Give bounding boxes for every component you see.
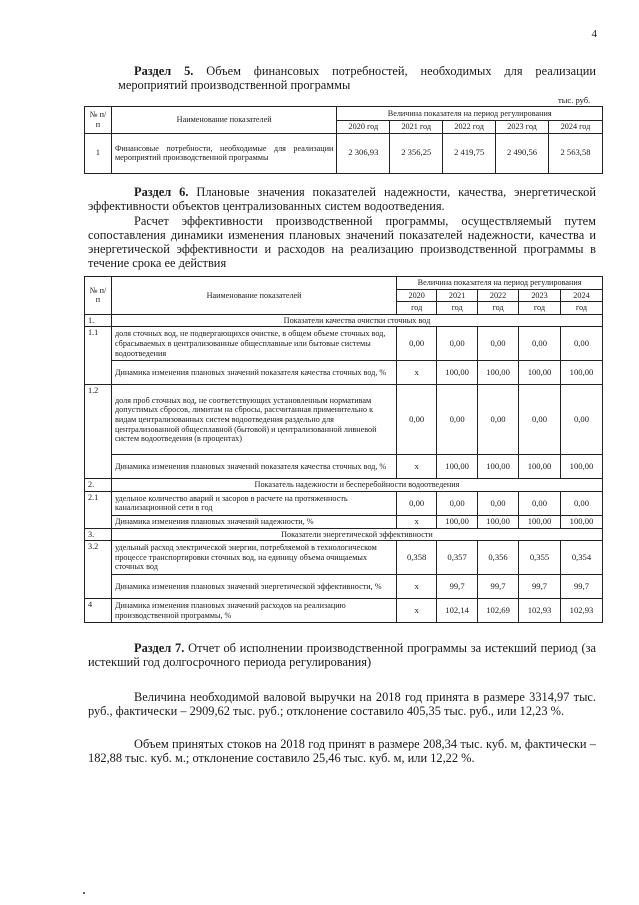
cell-value: 0,00 xyxy=(478,385,519,455)
row-name: удельный расход электрической энергии, потребляемой в технологическом процессе транспортировки сточных вод, на единицу объема очищаемых сточных вод xyxy=(111,541,396,575)
section6-col-group: Величина показателя на период регулирования xyxy=(397,277,603,290)
table-row xyxy=(85,361,603,385)
row-number: 2.1 xyxy=(85,491,112,528)
section-row xyxy=(85,314,603,327)
cell-value: 0,00 xyxy=(397,385,437,455)
section6-year: 2022 xyxy=(478,289,519,302)
cell-value: 2 356,25 xyxy=(390,133,443,173)
cell-value: 0,00 xyxy=(397,327,437,361)
section6-table xyxy=(84,276,603,623)
cell-value: х xyxy=(397,575,437,599)
section5-year: 2020 год xyxy=(337,121,390,134)
table-row xyxy=(85,541,603,575)
table-row xyxy=(85,575,603,599)
section6-col-no: № п/п xyxy=(85,277,112,315)
cell-value: 2 306,93 xyxy=(337,133,390,173)
section7-heading xyxy=(88,641,596,669)
cell-value: 0,00 xyxy=(397,491,437,515)
row-name: Динамика изменения плановых значений показателя качества сточных вод, % xyxy=(111,361,396,385)
section6-year: 2023 xyxy=(519,289,561,302)
section6-paragraph: Расчет эффективности производственной программы, осуществляемый путем сопоставления динамики изменения плановых значений показателей надежности, качества и энергетической эффективности и расходов на реализацию производственной программы в течение срока ее действия xyxy=(88,214,596,270)
cell-value: 0,00 xyxy=(519,327,561,361)
section6-year: 2020 xyxy=(397,289,437,302)
row-name: доля сточных вод, не подвергающихся очистке, в общем объеме сточных вод, сбрасываемых в централизованные общесплавные или бытовые системы водоотведения xyxy=(111,327,396,361)
row-name: доля проб сточных вод, не соответствующих установленным нормативам допустимых сбросов, лимитам на сбросы, рассчитанная применительно к видам централизованных систем водоотведения раздельно для централизованной общесплавной (бытовой) и централизованной ливневой систем водоотведения (в процентах) xyxy=(111,385,396,455)
cell-value: 100,00 xyxy=(519,515,561,528)
table-row xyxy=(85,455,603,479)
scan-speck xyxy=(83,892,85,894)
cell-value: х xyxy=(397,599,437,623)
section5-label: Раздел 5. xyxy=(134,64,194,78)
section7-label: Раздел 7. xyxy=(134,641,185,655)
row-number: 3. xyxy=(85,528,112,541)
section6-label: Раздел 6. xyxy=(134,185,189,199)
section5-col-name: Наименование показателей xyxy=(111,107,336,134)
cell-value: 102,69 xyxy=(478,599,519,623)
cell-value: 0,00 xyxy=(478,491,519,515)
table-row xyxy=(85,491,603,515)
section5-title: Объем финансовых потребностей, необходимых для реализации мероприятий производственной программы xyxy=(118,64,596,92)
cell-value: 100,00 xyxy=(437,515,478,528)
cell-value: 99,7 xyxy=(519,575,561,599)
section-title: Показатели качества очистки сточных вод xyxy=(111,314,602,327)
cell-value: 100,00 xyxy=(560,361,602,385)
cell-value: 99,7 xyxy=(478,575,519,599)
row-number: 4 xyxy=(85,599,112,623)
cell-value: 100,00 xyxy=(437,361,478,385)
section-row xyxy=(85,528,603,541)
cell-value: 100,00 xyxy=(478,455,519,479)
section6-heading xyxy=(88,185,596,213)
section6-year: 2021 xyxy=(437,289,478,302)
row-number: 2. xyxy=(85,479,112,492)
cell-value: 0,00 xyxy=(437,385,478,455)
row-name: Динамика изменения плановых значений надежности, % xyxy=(111,515,396,528)
cell-value: 0,00 xyxy=(519,491,561,515)
cell-value: 100,00 xyxy=(560,515,602,528)
row-name: Динамика изменения плановых значений энергетической эффективности, % xyxy=(111,575,396,599)
row-number: 1.2 xyxy=(85,385,112,479)
section7-title: Отчет об исполнении производственной программы за истекший период (за истекший год долгосрочного периода регулирования) xyxy=(88,641,596,669)
section-row xyxy=(85,479,603,492)
cell-value: 100,00 xyxy=(560,455,602,479)
section6-year-unit: год xyxy=(437,302,478,315)
cell-value: х xyxy=(397,361,437,385)
cell-value: 100,00 xyxy=(519,455,561,479)
cell-value: 0,00 xyxy=(478,327,519,361)
section5-col-group: Величина показателя на период регулирования xyxy=(337,107,603,121)
row-number: 1. xyxy=(85,314,112,327)
section6-title: Плановые значения показателей надежности, качества, энергетической эффективности объектов централизованных систем водоотведения. xyxy=(88,185,596,213)
section6-col-name: Наименование показателей xyxy=(111,277,396,315)
cell-value: 0,357 xyxy=(437,541,478,575)
row-name: удельное количество аварий и засоров в расчете на протяженность канализационной сети в год xyxy=(111,491,396,515)
section-title: Показатель надежности и бесперебойности водоотведения xyxy=(111,479,602,492)
section7-paragraph-2: Объем принятых стоков на 2018 год принят в размере 208,34 тыс. куб. м, фактически – 182,88 тыс. куб. м.; отклонение составило 25,46 тыс. куб. м, или 12,22 %. xyxy=(88,737,596,765)
cell-value: 2 419,75 xyxy=(443,133,496,173)
cell-value: 102,93 xyxy=(519,599,561,623)
table-row xyxy=(85,385,603,455)
section7-paragraph-1: Величина необходимой валовой выручки на 2018 год принята в размере 3314,97 тыс. руб., фактически – 2909,62 тыс. руб.; отклонение составило 405,35 тыс. руб., или 12,23 %. xyxy=(88,690,596,718)
cell-value: 0,354 xyxy=(560,541,602,575)
section6-year-unit: год xyxy=(560,302,602,315)
section5-table xyxy=(84,106,603,174)
section5-heading xyxy=(118,64,596,92)
table-row xyxy=(85,133,603,173)
section6-year: 2024 xyxy=(560,289,602,302)
cell-value: 100,00 xyxy=(519,361,561,385)
section5-year: 2023 год xyxy=(496,121,549,134)
section5-year: 2021 год xyxy=(390,121,443,134)
cell-value: 100,00 xyxy=(437,455,478,479)
cell-value: 0,00 xyxy=(560,385,602,455)
section6-year-unit: год xyxy=(478,302,519,315)
table-row xyxy=(85,327,603,361)
cell-value: 99,7 xyxy=(437,575,478,599)
section5-year: 2022 год xyxy=(443,121,496,134)
table-row xyxy=(85,599,603,623)
cell-value: 0,356 xyxy=(478,541,519,575)
cell-value: 100,00 xyxy=(478,361,519,385)
section5-col-no: № п/п xyxy=(85,107,112,134)
cell-value: 0,00 xyxy=(437,491,478,515)
row-name: Динамика изменения плановых значений расходов на реализацию производственной программы, % xyxy=(111,599,396,623)
cell-value: 0,00 xyxy=(437,327,478,361)
cell-value: 2 563,58 xyxy=(549,133,603,173)
row-name: Динамика изменения плановых значений показателя качества сточных вод, % xyxy=(111,455,396,479)
cell-value: 0,00 xyxy=(560,327,602,361)
section5-units: тыс. руб. xyxy=(558,95,591,105)
cell-value: 102,93 xyxy=(560,599,602,623)
row-name: Финансовые потребности, необходимые для реализации мероприятий производственной программы xyxy=(111,133,336,173)
cell-value: 99,7 xyxy=(560,575,602,599)
cell-value: 0,00 xyxy=(519,385,561,455)
page-number: 4 xyxy=(591,28,597,40)
cell-value: 0,00 xyxy=(560,491,602,515)
section6-year-unit: год xyxy=(397,302,437,315)
cell-value: 100,00 xyxy=(478,515,519,528)
cell-value: 2 490,56 xyxy=(496,133,549,173)
cell-value: 102,14 xyxy=(437,599,478,623)
row-number: 1.1 xyxy=(85,327,112,385)
section6-year-unit: год xyxy=(519,302,561,315)
row-number: 3.2 xyxy=(85,541,112,599)
section-title: Показатели энергетической эффективности xyxy=(111,528,602,541)
cell-value: 0,358 xyxy=(397,541,437,575)
cell-value: 0,355 xyxy=(519,541,561,575)
row-number: 1 xyxy=(85,133,112,173)
section5-year: 2024 год xyxy=(549,121,603,134)
table-row xyxy=(85,515,603,528)
cell-value: х xyxy=(397,515,437,528)
cell-value: х xyxy=(397,455,437,479)
